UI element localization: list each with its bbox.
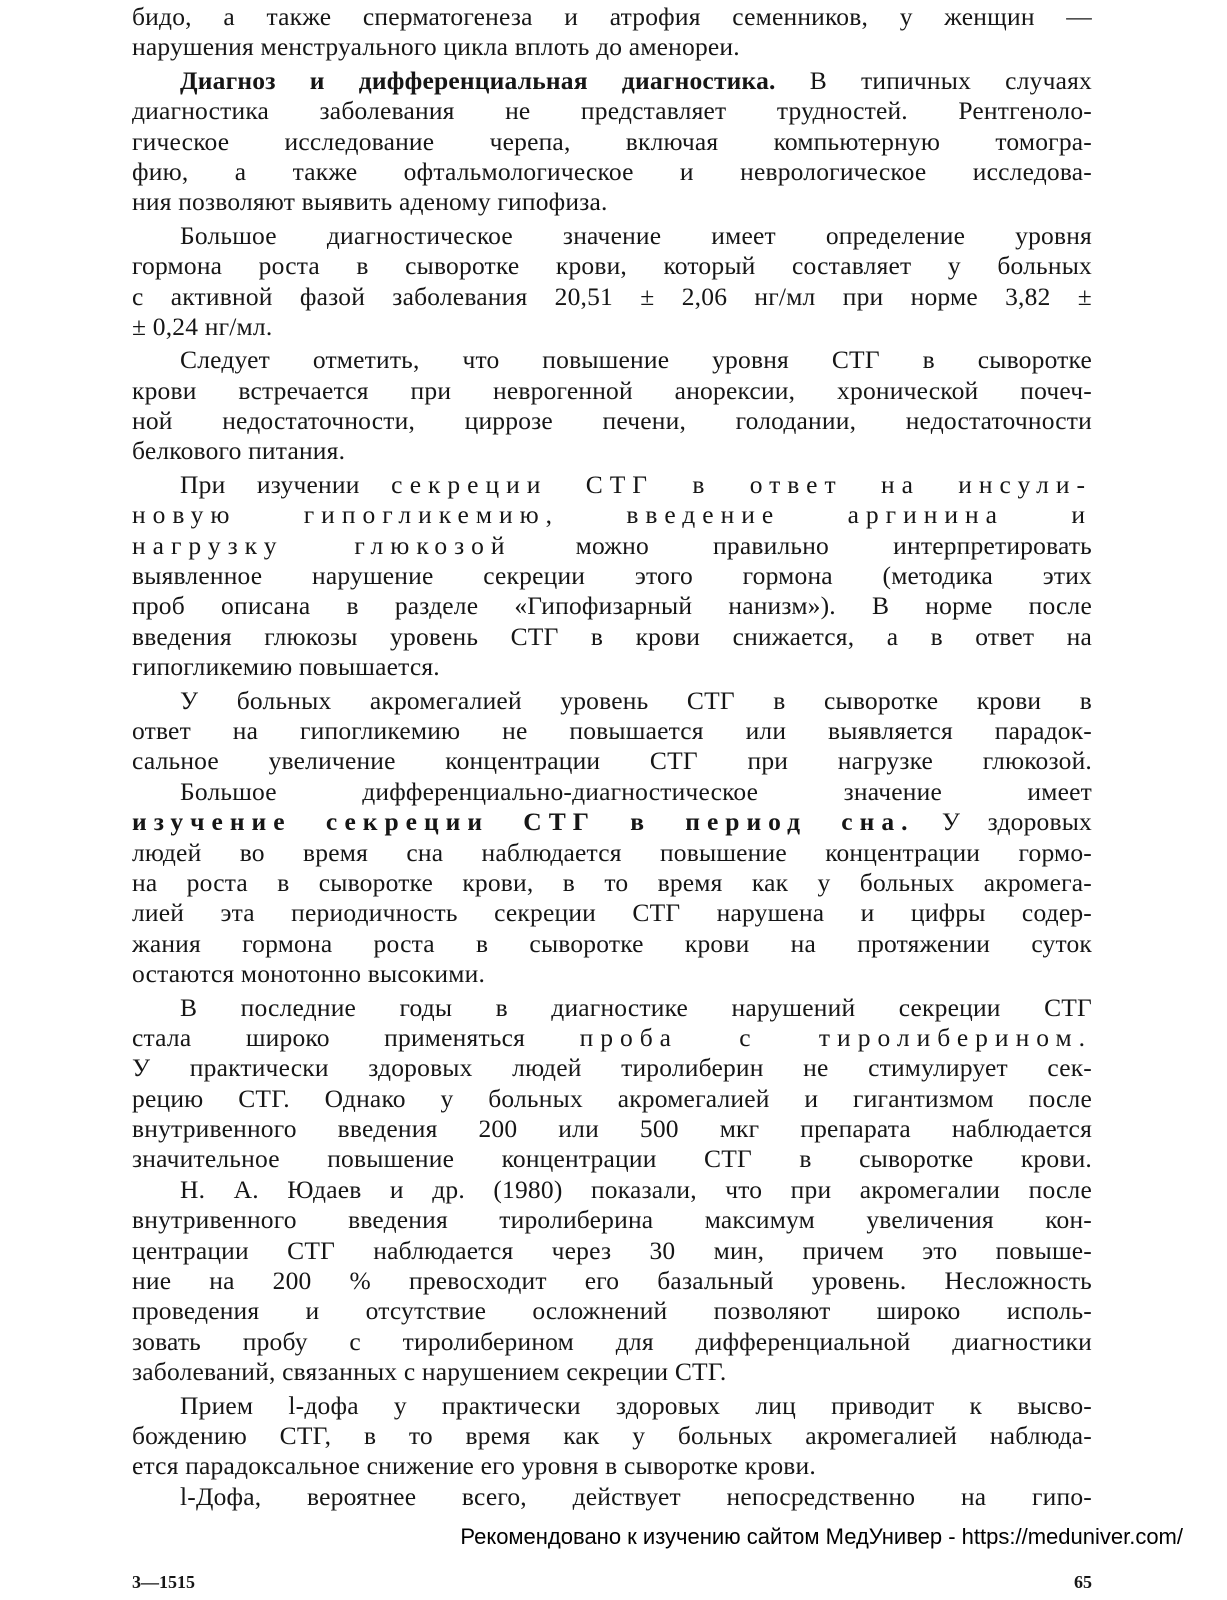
text-line: на роста в сыворотке крови, в то время как у больных акромега- xyxy=(132,867,1092,897)
text-line: ной недостаточности, циррозе печени, голодании, недостаточности xyxy=(132,406,1092,436)
spaced-emphasis: новую гипогликемию, введение аргинина и xyxy=(132,500,1092,530)
text-line: l-Дофа, вероятнее всего, действует непосредственно на гипо- xyxy=(180,1481,1092,1511)
page-number: 65 xyxy=(1074,1572,1092,1592)
text-line: крови встречается при неврогенной анорексии, хронической почеч- xyxy=(132,375,1092,405)
text-line: бидо, а также сперматогенеза и атрофия семенников, у женщин — xyxy=(132,2,1092,31)
spaced-emphasis: изучение секреции СТГ в период сна. xyxy=(132,807,915,837)
watermark-text: Рекомендовано к изучению сайтом МедУнивер - https://meduniver.com/ xyxy=(460,1524,1183,1549)
text-line: Большое диагностическое значение имеет определение уровня xyxy=(180,220,1092,250)
spaced-emphasis: проба с тиролиберином. xyxy=(579,1022,1092,1052)
page-footer xyxy=(132,1572,1092,1596)
text-line: бождению СТГ, в то время как у больных акромегалией наблюда- xyxy=(132,1420,1092,1450)
text-line: Прием l-дофа у практически здоровых лиц приводит к высво- xyxy=(180,1390,1092,1420)
text-line: заболеваний, связанных с нарушением секреции СТГ. xyxy=(132,1357,727,1387)
text-line: сальное увеличение концентрации СТГ при нагрузке глюкозой. xyxy=(132,746,1092,776)
text-line: рецию СТГ. Однако у больных акромегалией и гигантизмом после xyxy=(132,1083,1092,1113)
text-line: внутривенного введения тиролиберина максимум увеличения кон- xyxy=(132,1205,1092,1235)
text-line: гическое исследование черепа, включая компьютерную томогра- xyxy=(132,126,1092,156)
text-line: Следует отметить, что повышение уровня СТГ в сыворотке xyxy=(180,345,1092,375)
text-line: лией эта периодичность секреции СТГ нарушена и цифры содер- xyxy=(132,898,1092,928)
paragraph-heading-line: Диагноз и дифференциальная диагностика. В типичных случаях xyxy=(180,65,1092,95)
text-line: нагрузку глюкозой можно правильно интерпретировать xyxy=(132,530,1092,560)
text-line: белкового питания. xyxy=(132,436,346,466)
text-line: стала широко применяться проба с тиролиберином. xyxy=(132,1022,1092,1052)
text-line: У больных акромегалией уровень СТГ в сыворотке крови в xyxy=(180,685,1092,715)
text-line: диагностика заболевания не представляет трудностей. Рентгеноло- xyxy=(132,96,1092,126)
text-line: с активной фазой заболевания 20,51 ± 2,06 нг/мл при норме 3,82 ± xyxy=(132,281,1092,311)
text-line: проведения и отсутствие осложнений позволяют широко исполь- xyxy=(132,1296,1092,1326)
text-line: проб описана в разделе «Гипофизарный нанизм»). В норме после xyxy=(132,591,1092,621)
text-line: жания гормона роста в сыворотке крови на протяжении суток xyxy=(132,928,1092,958)
text-line: фию, а также офтальмологическое и неврологическое исследова- xyxy=(132,156,1092,186)
page-text xyxy=(132,0,1092,1512)
section-heading: Диагноз и дифференциальная диагностика. xyxy=(180,65,776,95)
text-line: нарушения менструального цикла вплоть до аменореи. xyxy=(132,32,740,62)
text-line: В последние годы в диагностике нарушений секреции СТГ xyxy=(180,992,1092,1022)
text-line: ± 0,24 нг/мл. xyxy=(132,311,273,341)
text-line: выявленное нарушение секреции этого гормона (методика этих xyxy=(132,561,1092,591)
printer-signature: 3—1515 xyxy=(132,1572,195,1592)
text-line: При изучении секреции СТГ в ответ на инсули- xyxy=(180,469,1092,499)
text-line: У практически здоровых людей тиролиберин не стимулирует сек- xyxy=(132,1053,1092,1083)
text-line: остаются монотонно высокими. xyxy=(132,959,486,989)
text-line: введения глюкозы уровень СТГ в крови снижается, а в ответ на xyxy=(132,621,1092,651)
text-line: ответ на гипогликемию не повышается или выявляется парадок- xyxy=(132,715,1092,745)
text-line: ние на 200 % превосходит его базальный уровень. Несложность xyxy=(132,1266,1092,1296)
text-line: изучение секреции СТГ в период сна. У здоровых xyxy=(132,807,1092,837)
text-line: значительное повышение концентрации СТГ в сыворотке крови. xyxy=(132,1144,1092,1174)
text-line: зовать пробу с тиролиберином для дифференциальной диагностики xyxy=(132,1326,1092,1356)
text-line: ется парадоксальное снижение его уровня в сыворотке крови. xyxy=(132,1451,816,1481)
text-line: внутривенного введения 200 или 500 мкг препарата наблюдается xyxy=(132,1114,1092,1144)
text-line: Большое дифференциально-диагностическое значение имеет xyxy=(180,776,1092,806)
text-line: Н. А. Юдаев и др. (1980) показали, что при акромегалии после xyxy=(180,1174,1092,1204)
text-line: гипогликемию повышается. xyxy=(132,652,440,682)
spaced-emphasis: секреции СТГ в ответ на инсули- xyxy=(391,469,1092,499)
spaced-emphasis: нагрузку глюкозой xyxy=(132,530,512,560)
text-line: центрации СТГ наблюдается через 30 мин, причем это повыше- xyxy=(132,1235,1092,1265)
text-line: ния позволяют выявить аденому гипофиза. xyxy=(132,187,608,217)
text-line: гормона роста в сыворотке крови, который составляет у больных xyxy=(132,251,1092,281)
text-line: людей во время сна наблюдается повышение концентрации гормо- xyxy=(132,837,1092,867)
